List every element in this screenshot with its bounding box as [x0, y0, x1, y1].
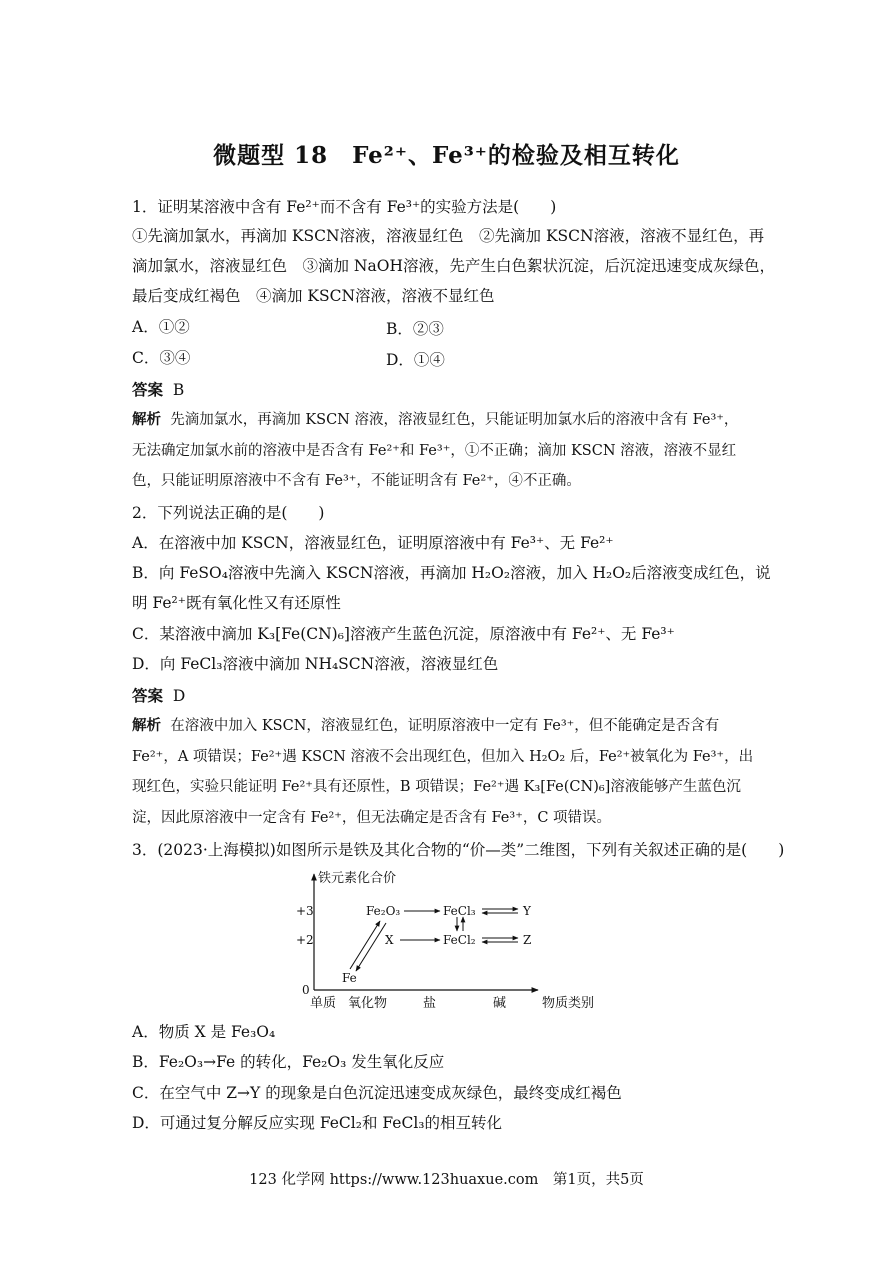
- node-y: Y: [523, 904, 531, 918]
- x-tick-element: 单质: [310, 996, 337, 1011]
- q3-option-c: C．在空气中 Z→Y 的现象是白色沉淀迅速变成灰绿色，最终变成红褐色: [132, 1084, 622, 1102]
- q1-statement-line-2: 滴加氯水，溶液显红色 ③滴加 NaOH溶液，先产生白色絮状沉淀，后沉淀迅速变成灰绿色，: [132, 257, 775, 275]
- q1-statement-line-1: ①先滴加氯水，再滴加 KSCN溶液，溶液显红色 ②先滴加 KSCN溶液，溶液不显红色，再: [132, 227, 765, 245]
- q1-explanation-line-3: 色，只能证明原溶液中不含有 Fe³⁺，不能证明含有 Fe²⁺，④不正确。: [132, 473, 581, 489]
- arrow-fe2o3-to-fe: [356, 923, 386, 971]
- arrow-fe-to-fe2o3: [350, 921, 380, 969]
- q2-explanation-line-4: 淀，因此原溶液中一定含有 Fe²⁺，但无法确定是否含有 Fe³⁺，C 项错误。: [132, 810, 612, 826]
- x-tick-base: 碱: [493, 996, 507, 1011]
- q2-stem: 2．下列说法正确的是( ): [132, 504, 325, 522]
- q2-answer: [132, 686, 185, 706]
- q1-statement-line-3: 最后变成红褐色 ④滴加 KSCN溶液，溶液不显红色: [132, 287, 495, 305]
- x-axis-label: 物质类别: [542, 996, 595, 1011]
- q2-option-c: C．某溶液中滴加 K₃[Fe(CN)₆]溶液产生蓝色沉淀，原溶液中有 Fe²⁺、无 Fe³⁺: [132, 625, 675, 643]
- q2-option-b-line-1: B．向 FeSO₄溶液中先滴入 KSCN溶液，再滴加 H₂O₂溶液，加入 H₂O₂后溶液变成红色，说: [132, 564, 771, 582]
- page-footer: 123 化学网 https://www.123huaxue.com 第1页，共5页: [249, 1172, 644, 1188]
- q1-option-b: B．②③: [386, 320, 444, 338]
- explanation-label: 解析: [132, 717, 161, 734]
- answer-value: B: [172, 381, 185, 399]
- q2-explanation-line-1: 解析 在溶液中加入 KSCN，溶液显红色，证明原溶液中一定有 Fe³⁺，但不能确定是否含有: [132, 717, 720, 734]
- answer-label: 答案: [132, 380, 164, 399]
- node-fecl3: FeCl₃: [443, 904, 476, 918]
- q3-stem: 3．(2023·上海模拟)如图所示是铁及其化合物的“价—类”二维图，下列有关叙述正确的是( ): [132, 841, 785, 859]
- answer-label: 答案: [132, 686, 164, 705]
- q1-explanation-line-1: 解析 先滴加氯水，再滴加 KSCN 溶液，溶液显红色，只能证明加氯水后的溶液中含有 Fe³⁺，: [132, 411, 739, 428]
- explanation-label: 解析: [132, 411, 161, 428]
- q3-option-d: D．可通过复分解反应实现 FeCl₂和 FeCl₃的相互转化: [132, 1114, 503, 1132]
- q3-option-b: B．Fe₂O₃→Fe 的转化，Fe₂O₃ 发生氧化反应: [132, 1053, 445, 1071]
- q1-option-d: D．①④: [386, 351, 445, 369]
- y-tick-plus2: +2: [296, 933, 314, 947]
- q2-explanation-line-2: Fe²⁺，A 项错误；Fe²⁺遇 KSCN 溶液不会出现红色，但加入 H₂O₂ 后，Fe²⁺被氧化为 Fe³⁺，出: [132, 749, 754, 765]
- page-title: 微题型 18 Fe²⁺、Fe³⁺的检验及相互转化: [213, 142, 680, 169]
- node-x: X: [385, 933, 394, 947]
- node-fe2o3: Fe₂O₃: [366, 904, 401, 918]
- q2-explanation-line-3: 现红色，实验只能证明 Fe²⁺具有还原性，B 项错误；Fe²⁺遇 K₃[Fe(CN)₆]溶液能够产生蓝色沉: [132, 779, 741, 795]
- y-tick-plus3: +3: [296, 904, 314, 918]
- q1-stem: 1．证明某溶液中含有 Fe²⁺而不含有 Fe³⁺的实验方法是( ): [132, 198, 557, 216]
- valence-class-diagram: [280, 866, 620, 1016]
- node-fecl2: FeCl₂: [443, 933, 476, 947]
- q1-option-a: A．①②: [132, 318, 190, 336]
- q2-option-a: A．在溶液中加 KSCN，溶液显红色，证明原溶液中有 Fe³⁺、无 Fe²⁺: [132, 534, 614, 552]
- q1-explanation-line-2: 无法确定加氯水前的溶液中是否含有 Fe²⁺和 Fe³⁺，①不正确；滴加 KSCN 溶液，溶液不显红: [132, 443, 737, 459]
- y-tick-zero: 0: [302, 983, 310, 997]
- q2-option-d: D．向 FeCl₃溶液中滴加 NH₄SCN溶液，溶液显红色: [132, 655, 499, 673]
- node-z: Z: [523, 933, 532, 947]
- q2-option-b-line-2: 明 Fe²⁺既有氧化性又有还原性: [132, 594, 341, 612]
- x-tick-oxide: 氧化物: [348, 996, 388, 1011]
- q1-answer: [132, 380, 184, 400]
- answer-value: D: [172, 687, 186, 705]
- x-tick-salt: 盐: [423, 996, 437, 1011]
- node-fe: Fe: [342, 971, 357, 985]
- q1-option-c: C．③④: [132, 349, 191, 367]
- y-axis-label: 铁元素化合价: [318, 871, 397, 886]
- q3-option-a: A．物质 X 是 Fe₃O₄: [132, 1023, 276, 1041]
